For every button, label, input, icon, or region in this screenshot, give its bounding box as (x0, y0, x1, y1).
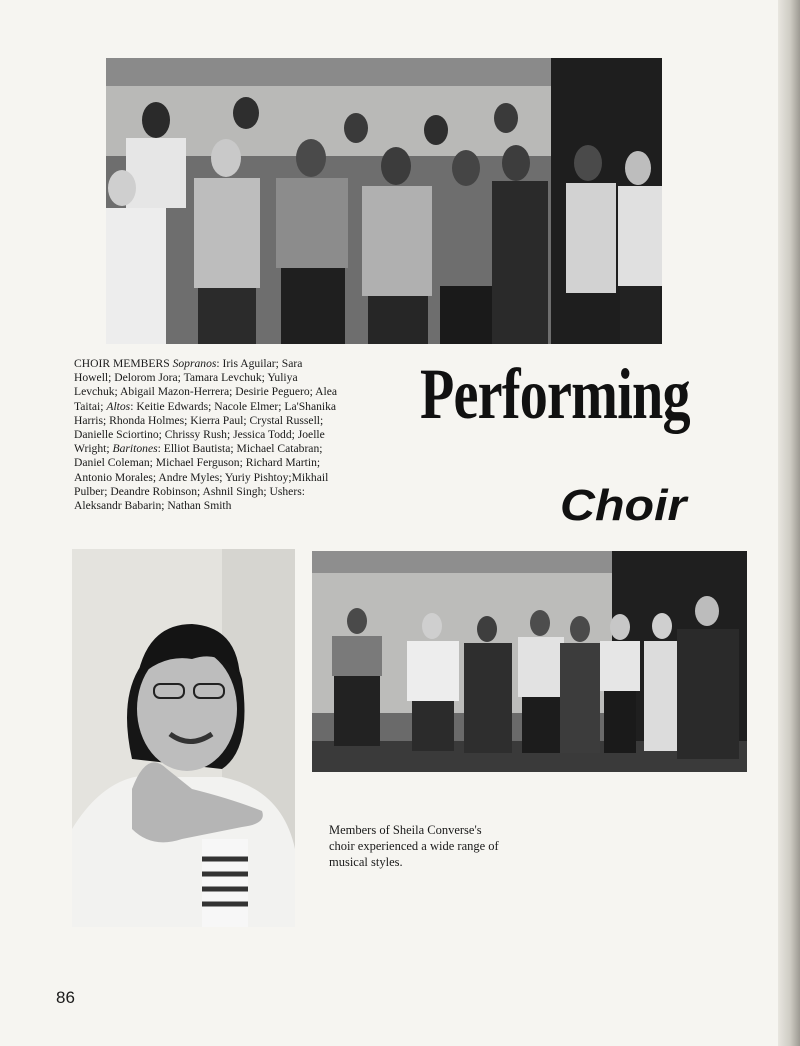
section-title-choir: Choir (560, 481, 687, 530)
sopranos-label: Sopranos (172, 357, 217, 370)
choir-members-bottom-photo (312, 551, 747, 772)
choir-members-top-photo (106, 58, 662, 344)
photo-caption: Members of Sheila Converse's choir experienced a wide range of musical styles. (329, 823, 499, 869)
ushers-names: Aleksandr Babarin; Nathan Smith (74, 499, 232, 513)
baritones-label: Baritones (112, 442, 158, 456)
ushers-label: Ushers: (269, 484, 305, 498)
altos-label: Altos (106, 399, 131, 413)
director-photo (72, 549, 295, 927)
choir-members-list: CHOIR MEMBERS Sopranos: Iris Aguilar; Sara Howell; Delorom Jora; Tamara Levchuk; Yuliya Levchuk; Abigail Mazon-Herrera; Desirie Peguero; Alea Taitai; Altos: Keitie Edwards; Nacole Elmer; La'Shanika Harris; Rhonda Holmes; Kierra Paul; Crystal Russell; Danielle Sciortino; Chrissy Rush; Jessica Todd; Joelle Wright; Baritones: Elliot Bautista; Michael Catabran; Daniel Coleman; Michael Ferguson; Richard Martin; Antonio Morales; Andre Myles; Yuriy Pishtoy;Mikhail Pulber; Deandre Robinson; Ashnil Singh; Ushers: Aleksandr Babarin; Nathan Smith (74, 357, 338, 513)
altos-names: Keitie Edwards; Nacole Elmer; La'Shanika Harris; Rhonda Holmes; Kierra Paul; Crystal Russell; Danielle Sciortino; Chrissy Rush; Jessica Todd; Joelle Wright; (74, 399, 337, 456)
baritones-names: Elliot Bautista; Michael Catabran; Daniel Coleman; Michael Ferguson; Richard Martin; Antonio Morales; Andre Myles; Yuriy Pishtoy;Mikhail Pulber; Deandre Robinson; Ashnil Singh; (74, 442, 329, 498)
page-number: 86 (56, 988, 75, 1007)
sopranos-names: Iris Aguilar; Sara Howell; Delorom Jora; Tamara Levchuk; Yuliya Levchuk; Abigail Mazon-Herrera; Desirie Peguero; Alea Taitai; (74, 357, 338, 413)
members-heading: CHOIR MEMBERS (74, 357, 170, 370)
section-title-performing: Performing (420, 354, 690, 434)
page-edge-shadow (778, 0, 800, 1046)
